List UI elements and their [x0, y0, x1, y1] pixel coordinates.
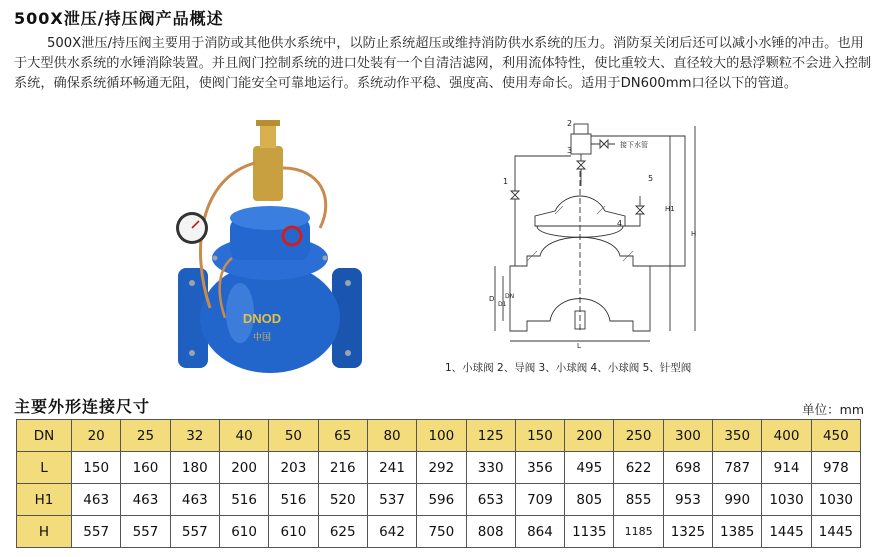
table-row — [17, 516, 861, 548]
row-label: H1 — [17, 484, 72, 516]
table-cell: 200 — [565, 420, 614, 452]
table-cell: 1135 — [565, 516, 614, 548]
dim-dn: DN — [505, 293, 515, 300]
table-cell: 50 — [269, 420, 318, 452]
table-cell: 241 — [367, 452, 416, 484]
table-cell: 864 — [515, 516, 564, 548]
table-cell: 642 — [367, 516, 416, 548]
row-label: H — [17, 516, 72, 548]
pilot-valve — [253, 146, 283, 201]
table-cell: 596 — [417, 484, 466, 516]
dim-d1: D1 — [498, 301, 507, 308]
dim-d: D — [489, 295, 495, 303]
dimensions-table — [16, 419, 861, 548]
table-cell: 698 — [663, 452, 712, 484]
brand-logo: 中国 — [252, 333, 272, 343]
table-cell: 180 — [170, 452, 219, 484]
table-cell: 1445 — [762, 516, 811, 548]
table-cell: 1325 — [663, 516, 712, 548]
table-row — [17, 452, 861, 484]
table-cell: 292 — [417, 452, 466, 484]
table-cell: 808 — [466, 516, 515, 548]
table-cell: 125 — [466, 420, 515, 452]
table-cell: 978 — [811, 452, 860, 484]
table-cell: 914 — [762, 452, 811, 484]
table-cell: 610 — [269, 516, 318, 548]
table-cell: 65 — [318, 420, 367, 452]
table-cell: 557 — [170, 516, 219, 548]
table-cell: 855 — [614, 484, 663, 516]
table-cell: 625 — [318, 516, 367, 548]
table-cell: 1030 — [811, 484, 860, 516]
page-title: 500X泄压/持压阀产品概述 — [14, 9, 224, 28]
table-cell: 990 — [713, 484, 762, 516]
table-cell: 80 — [367, 420, 416, 452]
dim-h: H — [691, 230, 697, 238]
table-cell: 40 — [219, 420, 268, 452]
table-cell: 557 — [72, 516, 121, 548]
table-cell: 520 — [318, 484, 367, 516]
table-cell: 350 — [713, 420, 762, 452]
table-cell: 450 — [811, 420, 860, 452]
brand-text: DNOD — [242, 311, 282, 326]
table-cell: 300 — [663, 420, 712, 452]
table-cell: 356 — [515, 452, 564, 484]
table-cell: 150 — [72, 452, 121, 484]
callout-3: 3 — [567, 146, 573, 155]
section-title: 主要外形连接尺寸 — [14, 397, 151, 416]
table-cell: 203 — [269, 452, 318, 484]
table-cell: 463 — [121, 484, 170, 516]
callout-4: 4 — [617, 219, 623, 228]
table-cell: 20 — [72, 420, 121, 452]
row-label: L — [17, 452, 72, 484]
table-cell: 495 — [565, 452, 614, 484]
table-cell: 516 — [219, 484, 268, 516]
table-row — [17, 484, 861, 516]
diagram-legend: 1、小球阀 2、导阀 3、小球阀 4、小球阀 5、针型阀 — [445, 362, 692, 374]
callout-1: 1 — [503, 177, 509, 186]
row-label: DN — [17, 420, 72, 452]
table-cell: 100 — [417, 420, 466, 452]
table-cell: 463 — [170, 484, 219, 516]
table-cell: 250 — [614, 420, 663, 452]
table-cell: 216 — [318, 452, 367, 484]
table-row — [17, 420, 861, 452]
table-cell: 330 — [466, 452, 515, 484]
table-cell: 622 — [614, 452, 663, 484]
table-cell: 25 — [121, 420, 170, 452]
table-cell: 516 — [269, 484, 318, 516]
drain-note: 接下水管 — [620, 141, 648, 149]
valve-schematic — [455, 116, 705, 348]
table-cell: 200 — [219, 452, 268, 484]
table-cell: 463 — [72, 484, 121, 516]
valve-photo — [170, 118, 370, 378]
product-description: 500X泄压/持压阀主要用于消防或其他供水系统中，以防止系统超压或维持消防供水系统的压力。消防泵关闭后还可以减小水锤的冲击。也用于大型供水系统的水锤消除装置。并且阀门控制系统的进口处装有一个自清洁滤网，利用流体特性，使比重较大、直径较大的悬浮颗粒不会进入控制系统，确保系统循环畅通无阻，使阀门能安全可靠地运行。系统动作平稳、强度高、使用寿命长。适用于DN600mm口径以下的管道。 — [14, 36, 872, 91]
table-cell: 1185 — [614, 516, 663, 548]
callout-5: 5 — [648, 174, 654, 183]
table-cell: 1030 — [762, 484, 811, 516]
table-cell: 1445 — [811, 516, 860, 548]
unit-label: 单位：mm — [802, 402, 864, 417]
table-cell: 750 — [417, 516, 466, 548]
table-cell: 537 — [367, 484, 416, 516]
table-cell: 653 — [466, 484, 515, 516]
table-cell: 160 — [121, 452, 170, 484]
table-cell: 805 — [565, 484, 614, 516]
table-cell: 557 — [121, 516, 170, 548]
table-cell: 400 — [762, 420, 811, 452]
table-cell: 32 — [170, 420, 219, 452]
table-cell: 610 — [219, 516, 268, 548]
callout-2: 2 — [567, 119, 573, 128]
dim-h1: H1 — [665, 205, 675, 213]
table-cell: 953 — [663, 484, 712, 516]
dim-l: L — [577, 342, 581, 348]
table-cell: 150 — [515, 420, 564, 452]
table-cell: 787 — [713, 452, 762, 484]
table-cell: 1385 — [713, 516, 762, 548]
table-cell: 709 — [515, 484, 564, 516]
